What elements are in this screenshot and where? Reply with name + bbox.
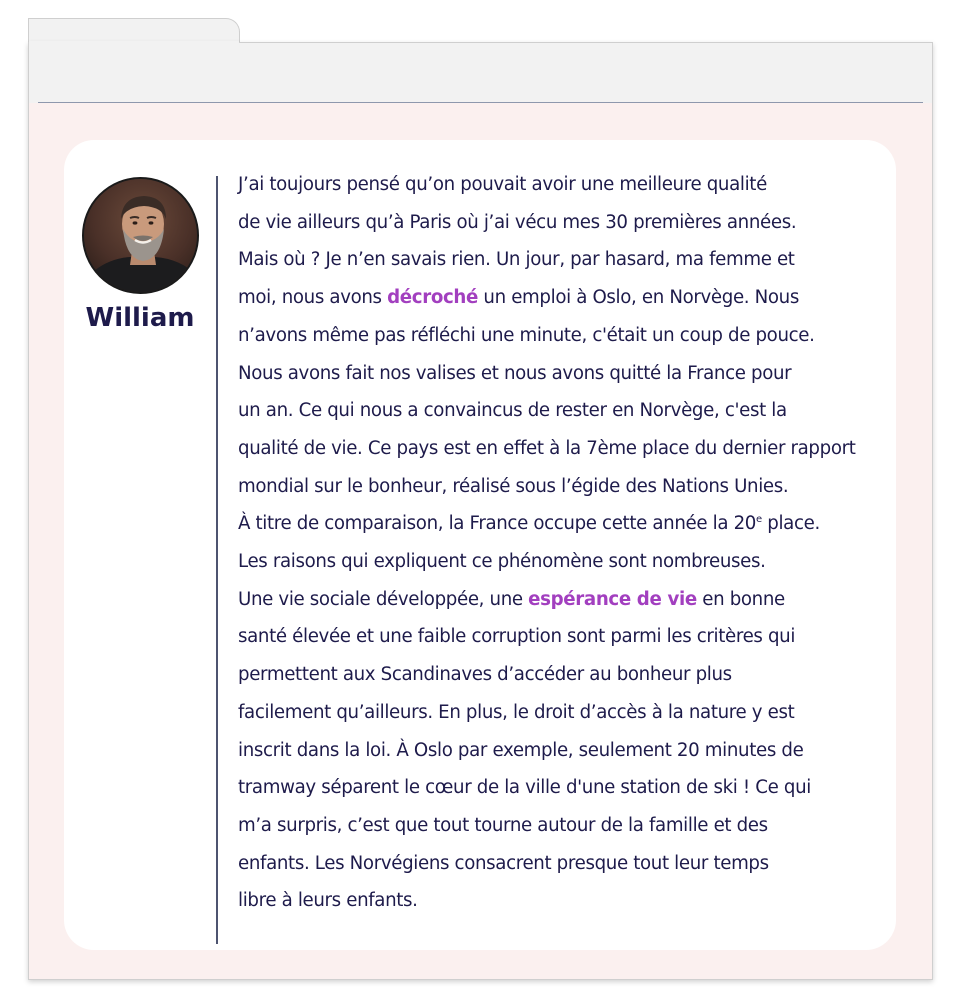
quote-line	[238, 430, 898, 468]
highlighted-term: espérance de vie	[528, 588, 697, 610]
quote-text: un an. Ce qui nous a convaincus de rester en Norvège, c'est la	[238, 400, 787, 422]
quote-text: qualité de vie. Ce pays est en effet à la 7ème place du dernier rapport	[238, 437, 856, 459]
quote-text: J’ai toujours pensé qu’on pouvait avoir une meilleure qualité	[238, 174, 767, 195]
quote-text: m’a surpris, c’est que tout tourne autour de la famille et des	[238, 814, 768, 836]
quote-line	[238, 279, 898, 317]
quote-text: moi, nous avons	[238, 287, 388, 309]
quote-text: Une vie sociale développée, une	[238, 588, 529, 610]
quote-text: À titre de comparaison, la France occupe cette année la 20	[238, 513, 757, 535]
quote-line	[238, 505, 898, 543]
quote-line	[238, 392, 898, 430]
quote-line	[238, 618, 898, 656]
quote-line	[238, 355, 898, 393]
quote-line	[238, 166, 898, 204]
quote-line	[238, 732, 898, 770]
quote-text: Nous avons fait nos valises et nous avons quitté la France pour	[238, 362, 792, 384]
quote-text: permettent aux Scandinaves d’accéder au bonheur plus	[238, 664, 732, 686]
quote-line	[238, 694, 898, 732]
quote-text: n’avons même pas réfléchi une minute, c'était un coup de pouce.	[238, 324, 815, 346]
highlighted-term: décroché	[387, 287, 478, 309]
quote-text: enfants. Les Norvégiens consacrent presque tout leur temps	[238, 852, 769, 874]
quote-line	[238, 807, 898, 845]
quote-line	[238, 543, 898, 581]
quote-line	[238, 241, 898, 279]
ordinal-superscript: e	[756, 514, 762, 526]
quote-line	[238, 317, 898, 355]
quote-text: Mais où ? Je n’en savais rien. Un jour, par hasard, ma femme et	[238, 249, 795, 271]
vertical-divider	[216, 176, 218, 944]
bearded-man-portrait-icon	[84, 179, 199, 294]
quote-line	[238, 845, 898, 883]
quote-line	[238, 656, 898, 694]
quote-text: place.	[761, 513, 820, 535]
quote-text: Les raisons qui expliquent ce phénomène sont nombreuses.	[238, 551, 766, 573]
quote-text: en bonne	[696, 588, 785, 610]
quote-text: libre à leurs enfants.	[238, 890, 418, 912]
quote-line	[238, 882, 898, 920]
quote-text: tramway séparent le cœur de la ville d'une station de ski ! Ce qui	[238, 777, 811, 799]
quote-line	[238, 204, 898, 242]
quote-text: inscrit dans la loi. À Oslo par exemple, seulement 20 minutes de	[238, 739, 804, 761]
header-divider	[38, 102, 923, 103]
quote-text: mondial sur le bonheur, réalisé sous l’égide des Nations Unies.	[238, 475, 789, 497]
quote-text: de vie ailleurs qu’à Paris où j’ai vécu mes 30 premières années.	[238, 211, 797, 233]
quote-line	[238, 468, 898, 506]
testimonial-quote	[238, 166, 898, 920]
folder-header	[29, 43, 932, 103]
avatar	[82, 177, 199, 294]
author-name: William	[85, 303, 195, 333]
quote-line	[238, 769, 898, 807]
quote-line	[238, 581, 898, 619]
quote-text: santé élevée et une faible corruption sont parmi les critères qui	[238, 626, 796, 648]
quote-text: un emploi à Oslo, en Norvège. Nous	[478, 287, 799, 309]
quote-text: facilement qu’ailleurs. En plus, le droit d’accès à la nature y est	[238, 701, 795, 723]
